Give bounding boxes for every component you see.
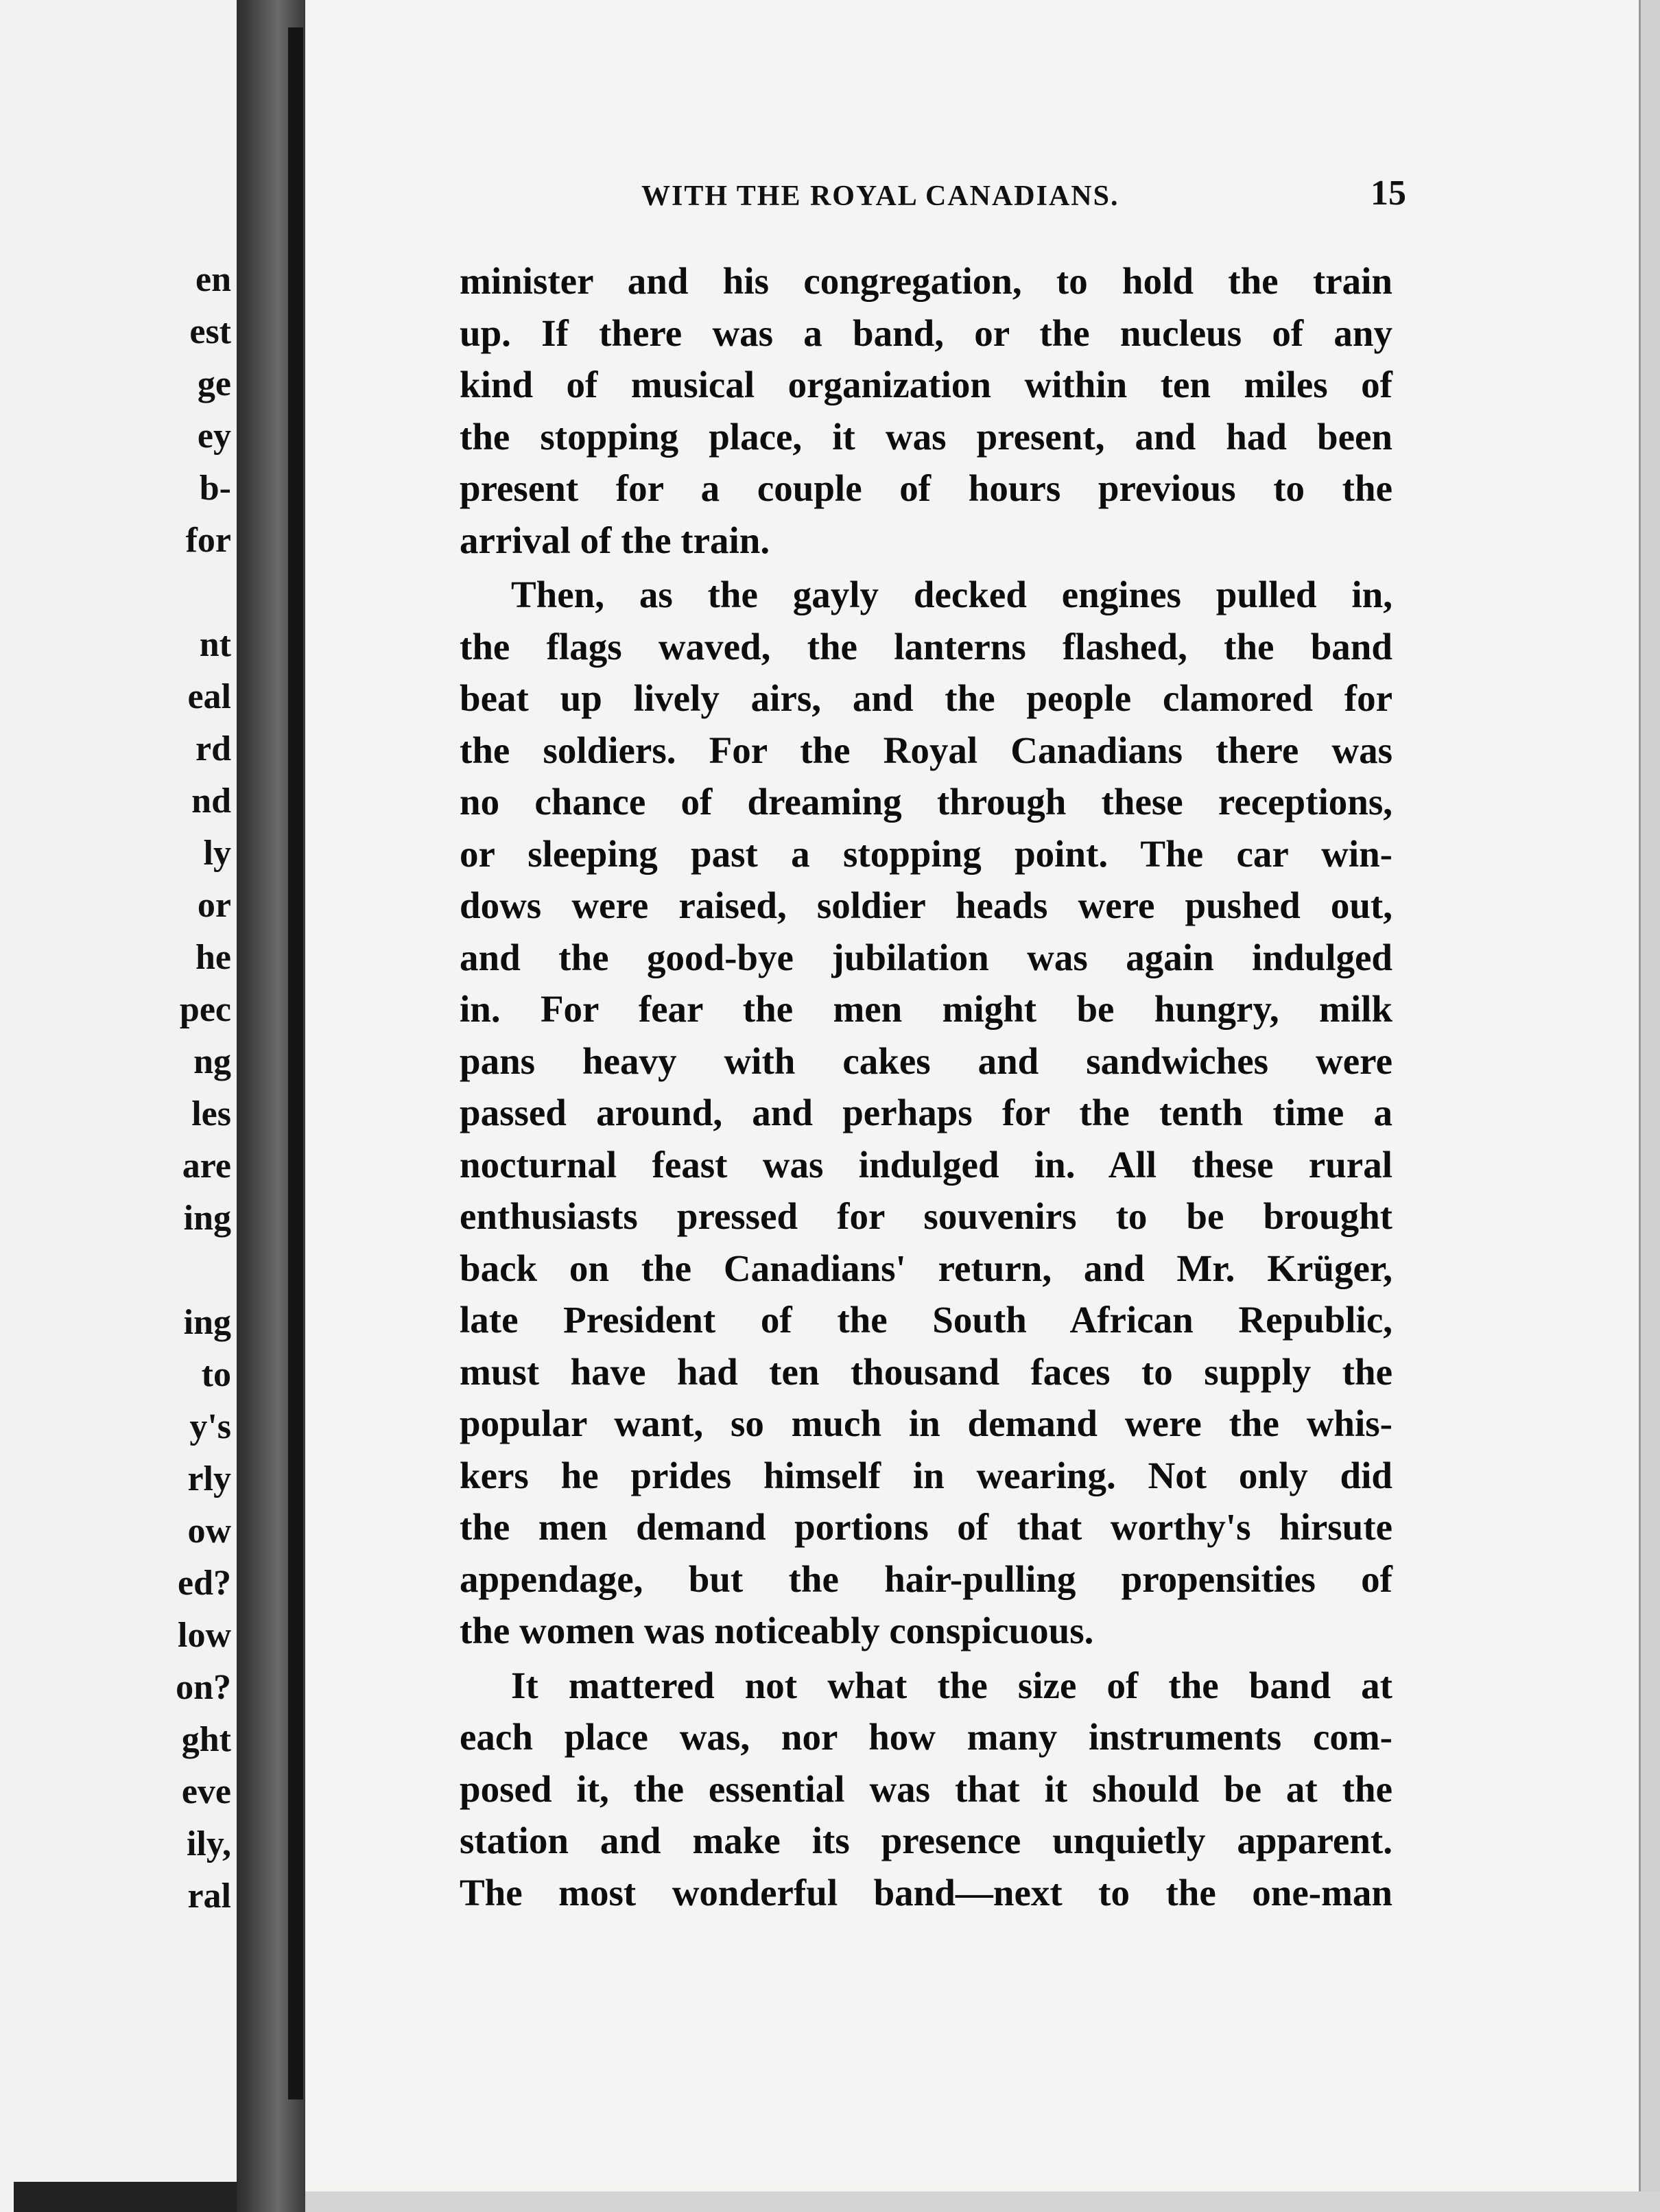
text-line: the women was noticeably conspicuous. xyxy=(460,1610,1094,1651)
left-fragment: ed? xyxy=(178,1564,231,1603)
text-line: kind of musical organization within ten miles of xyxy=(460,364,1392,405)
left-fragment: nt xyxy=(199,625,231,664)
left-fragment: he xyxy=(195,938,231,977)
text-line: the men demand portions of that worthy's hirsute xyxy=(460,1506,1392,1548)
left-fragment: est xyxy=(189,312,231,351)
left-facing-page xyxy=(0,0,237,2212)
text-line: minister and his congregation, to hold the train xyxy=(460,260,1392,302)
left-fragment: pec xyxy=(179,990,231,1029)
text-line: beat up lively airs, and the people clamored for xyxy=(460,677,1392,719)
left-fragment: eal xyxy=(187,677,231,716)
gutter-shadow xyxy=(288,27,303,2099)
text-line: each place was, nor how many instruments com- xyxy=(460,1716,1392,1758)
text-line: no chance of dreaming through these receptions, xyxy=(460,781,1392,823)
left-fragment: les xyxy=(191,1094,231,1133)
left-fragment: ow xyxy=(187,1511,231,1551)
left-fragment: en xyxy=(195,260,231,299)
running-head: WITH THE ROYAL CANADIANS. xyxy=(641,180,1119,212)
text-line: the stopping place, it was present, and had been xyxy=(460,415,1392,458)
text-line: It mattered not what the size of the band at xyxy=(511,1664,1392,1706)
text-line: the soldiers. For the Royal Canadians there was xyxy=(460,729,1392,771)
page-edge-right xyxy=(1639,0,1660,2212)
left-fragment: ge xyxy=(197,364,231,403)
left-fragment xyxy=(135,567,231,619)
left-fragment: ng xyxy=(193,1042,231,1081)
text-line: present for a couple of hours previous to the xyxy=(460,467,1392,509)
text-line: dows were raised, soldier heads were pushed out, xyxy=(460,884,1392,926)
text-line: station and make its presence unquietly apparent. xyxy=(460,1820,1392,1861)
page-number: 15 xyxy=(1371,174,1406,213)
left-fragment: y's xyxy=(189,1407,231,1446)
left-fragment: rly xyxy=(187,1459,231,1498)
text-line: must have had ten thousand faces to supply the xyxy=(460,1350,1392,1393)
text-line: appendage, but the hair-pulling propensities of xyxy=(460,1557,1392,1600)
left-fragment: or xyxy=(197,886,231,925)
text-line: Then, as the gayly decked engines pulled in, xyxy=(511,574,1392,615)
text-line: posed it, the essential was that it should be at the xyxy=(460,1767,1392,1810)
left-fragment: ght xyxy=(181,1720,231,1759)
left-fragment: eve xyxy=(181,1772,231,1811)
text-line: enthusiasts pressed for souvenirs to be brought xyxy=(460,1195,1392,1237)
left-fragment: ey xyxy=(197,416,231,456)
text-line: back on the Canadians' return, and Mr. Krüger, xyxy=(460,1247,1392,1289)
text-line: the flags waved, the lanterns flashed, the band xyxy=(460,625,1392,668)
text-line: and the good-bye jubilation was again indulged xyxy=(460,936,1392,978)
text-line: arrival of the train. xyxy=(460,519,770,561)
left-fragment: ily, xyxy=(186,1824,231,1863)
left-fragment: ly xyxy=(203,834,231,873)
left-fragment: b- xyxy=(199,469,231,508)
text-line: or sleeping past a stopping point. The car win- xyxy=(460,832,1392,875)
left-fragment: low xyxy=(178,1616,231,1655)
page-edge-bottom xyxy=(305,2191,1660,2212)
text-line: popular want, so much in demand were the whis- xyxy=(460,1402,1392,1444)
text-line: up. If there was a band, or the nucleus of any xyxy=(460,311,1392,354)
left-page-shadow xyxy=(14,2182,237,2212)
text-line: late President of the South African Republic, xyxy=(460,1299,1392,1341)
left-fragment: ing xyxy=(183,1199,231,1238)
left-fragment: for xyxy=(185,521,231,560)
text-line: in. For fear the men might be hungry, milk xyxy=(460,988,1392,1030)
text-line: passed around, and perhaps for the tenth time a xyxy=(460,1092,1392,1133)
left-page-text-fragments xyxy=(135,254,231,1922)
left-fragment: to xyxy=(201,1355,231,1394)
body-text xyxy=(460,255,1392,1918)
text-line: The most wonderful band—next to the one-man xyxy=(460,1871,1392,1914)
left-fragment: on? xyxy=(176,1668,231,1707)
left-fragment: ing xyxy=(183,1303,231,1342)
left-fragment: rd xyxy=(195,729,231,768)
left-fragment: are xyxy=(182,1146,231,1186)
left-fragment: ral xyxy=(187,1876,231,1916)
left-fragment xyxy=(135,1245,231,1297)
left-fragment: nd xyxy=(191,781,231,821)
text-line: nocturnal feast was indulged in. All these rural xyxy=(460,1143,1392,1186)
text-line: pans heavy with cakes and sandwiches were xyxy=(460,1039,1392,1082)
text-line: kers he prides himself in wearing. Not only did xyxy=(460,1454,1392,1496)
